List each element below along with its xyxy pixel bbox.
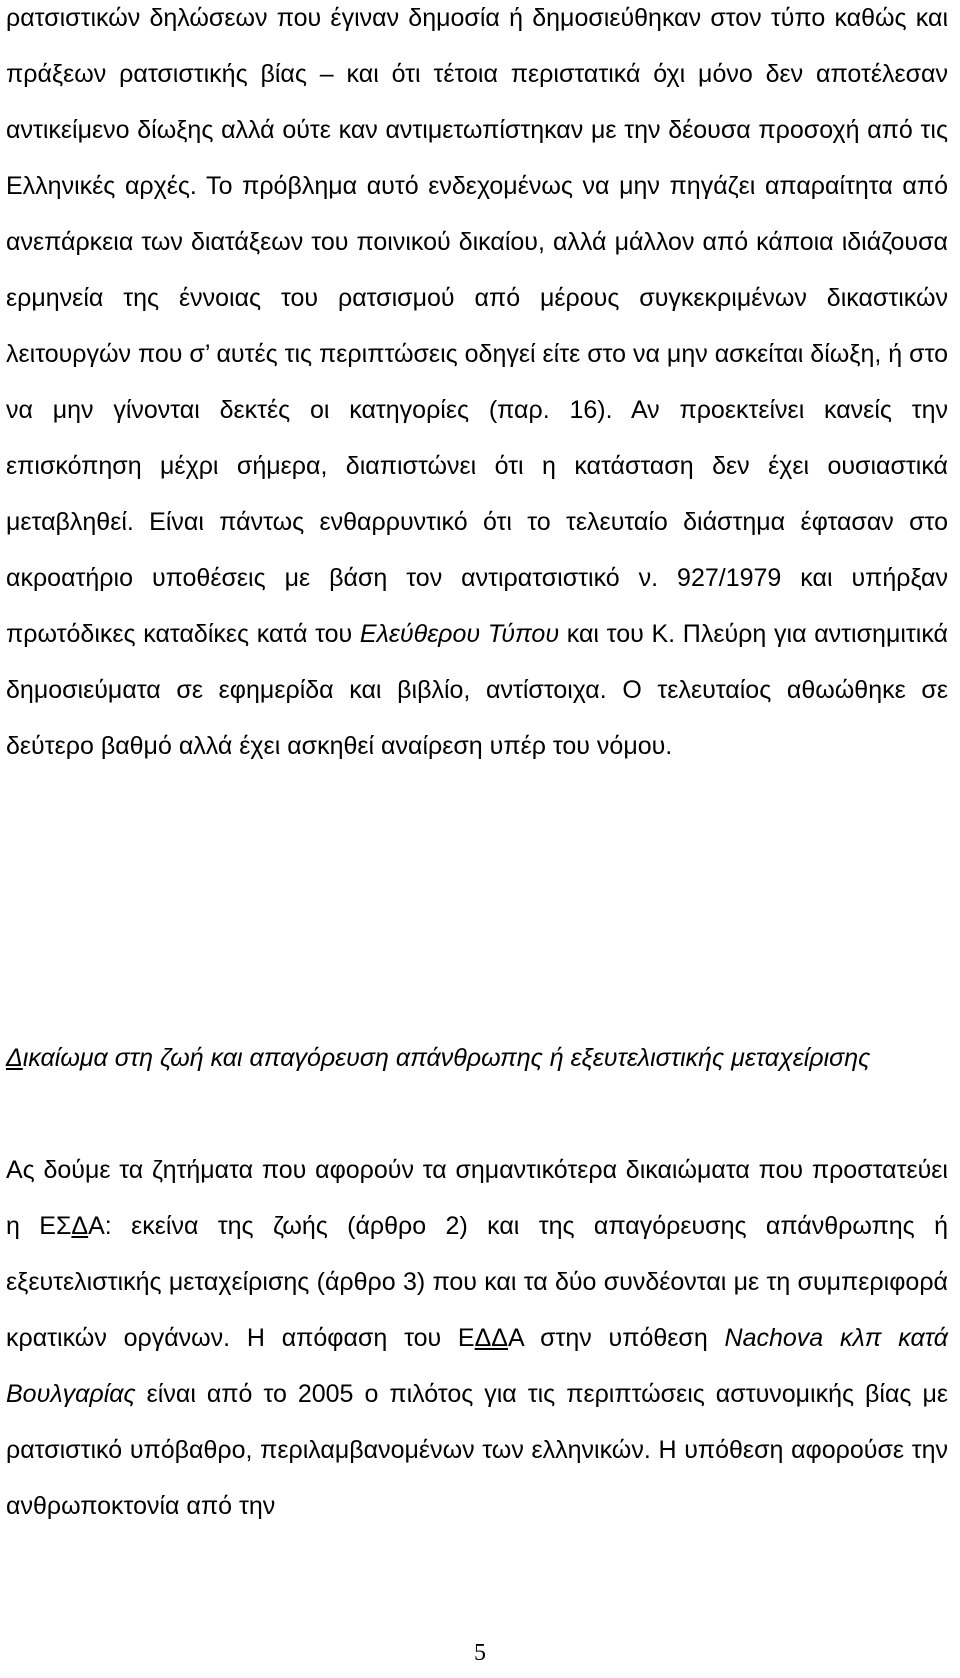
section-heading-first-letter: Δ (6, 1044, 23, 1072)
paragraph-1 (6, 0, 948, 774)
paragraph-2-part-1: Ας δούμε τα ζητήματα που αφορούν τα σημαντικότερα δικαιώματα που προστατεύει η ΕΣ (6, 1156, 948, 1240)
case-name: Nachova κλπ κατά Βουλγαρίας (6, 1324, 948, 1408)
paragraph-1-text (6, 0, 948, 774)
paragraph-1-part-1: ρατσιστικών δηλώσεων που έγιναν δημοσία ή δημοσιεύθηκαν στον τύπο καθώς και πράξεων ρατσιστικής βίας – και ότι τέτοια περιστατικά όχι μόνο δεν αποτέλεσαν αντικείμενο δίωξης αλλά ούτε καν αντιμετωπίστηκαν με την δέουσα προσοχή από τις Ελληνικές αρχές. Το πρόβλημα αυτό ενδεχομένως να μην πηγάζει απαραίτητα από ανεπάρκεια των διατάξεων του ποινικού δικαίου, αλλά μάλλον από κάποια ιδιάζουσα ερμηνεία της έννοιας του ρατσισμού από μέρους συγκεκριμένων δικαστικών λειτουργών που σ’ αυτές τις περιπτώσεις οδηγεί είτε στο να μην ασκείται δίωξη, ή στο να μην γίνονται δεκτές οι κατηγορίες (παρ. 16). Αν προεκτείνει κανείς την επισκόπηση μέχρι σήμερα, διαπιστώνει ότι η κατάσταση δεν έχει ουσιαστικά μεταβληθεί. Είναι πάντως ενθαρρυντικό ότι το τελευταίο διάστημα έφτασαν στο ακροατήριο υποθέσεις με βάση τον αντιρατσιστικό ν. 927/1979 και υπήρξαν πρωτόδικες καταδίκες κατά του (6, 4, 948, 648)
paragraph-1-part-2: και του Κ. Πλεύρη για αντισημιτικά δημοσιεύματα σε εφημερίδα και βιβλίο, αντίστοιχα. Ο τελευταίος αθωώθηκε σε δεύτερο βαθμό αλλά έχει ασκηθεί αναίρεση υπέρ του νόμου. (6, 620, 948, 760)
paragraph-2-underlined-2: ΔΔ (474, 1324, 509, 1352)
section-heading (6, 1030, 948, 1086)
paragraph-2-underlined-1: Δ (71, 1212, 89, 1240)
paragraph-2-part-2: Α: εκείνα της ζωής (άρθρο 2) και της απαγόρευσης απάνθρωπης ή εξευτελιστικής μεταχείρισης (άρθρο 3) που και τα δύο συνδέονται με τη συμπεριφορά κρατικών οργάνων. Η απόφαση του Ε (6, 1212, 948, 1352)
paragraph-2-part-3: Α στην υπόθεση (508, 1324, 725, 1352)
paragraph-2 (6, 1142, 948, 1534)
section-heading-text (6, 1030, 948, 1086)
paragraph-2-part-4: είναι από το 2005 ο πιλότος για τις περιπτώσεις αστυνομικής βίας με ρατσιστικό υπόβαθρο, περιλαμβανομένων των ελληνικών. Η υπόθεση αφορούσε την ανθρωποκτονία από την (6, 1380, 948, 1520)
newspaper-name: Ελεύθερου Τύπου (359, 620, 560, 648)
section-heading-rest: ικαίωμα στη ζωή και απαγόρευση απάνθρωπης ή εξευτελιστικής μεταχείρισης (22, 1044, 871, 1072)
page-number: 5 (474, 1640, 486, 1666)
paragraph-2-text (6, 1142, 948, 1534)
